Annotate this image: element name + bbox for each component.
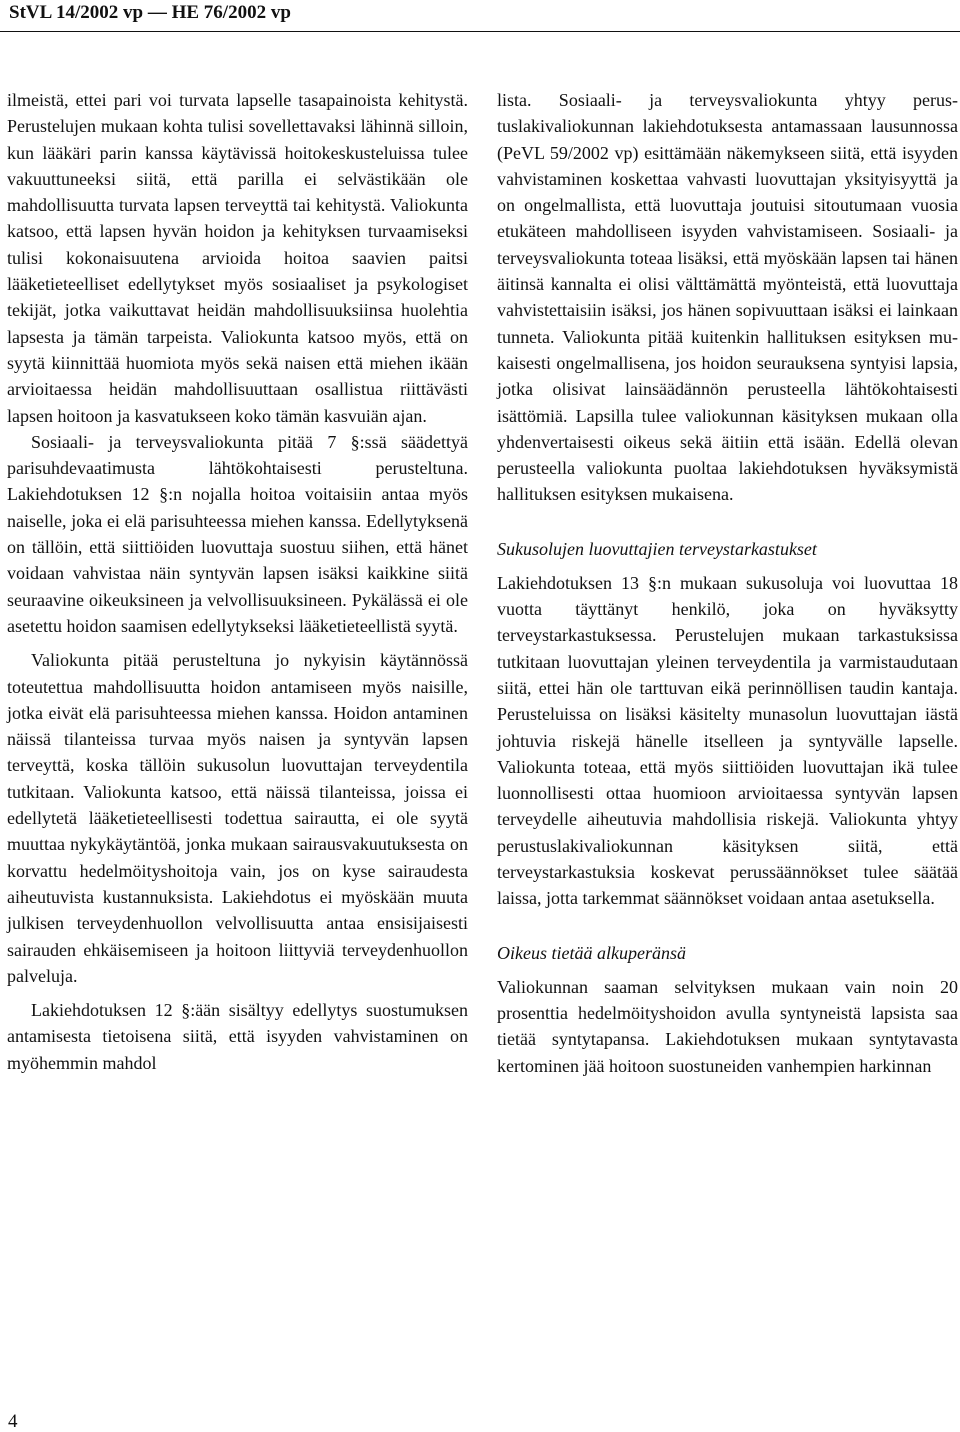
- page-number: 4: [8, 1411, 18, 1432]
- section-heading: Oikeus tietää alkuperänsä: [497, 942, 686, 963]
- paragraph: Valiokunnan saaman selvityksen mukaan vain noin 20 prosenttia hedelmöityshoidon avulla syntyneistä lapsista saa tietää syntytapansa. Lakiehdotuksen mukaan syntytavasta kertominen jää hoitoon suostuneiden vanhempien harkinnan: [497, 976, 958, 1076]
- paragraph: ilmeistä, ettei pari voi turvata lapselle tasapainoista kehitystä. Perustelujen mukaan kohta tulisi sovellettavaksi lähinnä silloin, kun lääkäri parin kanssa käytävissä hoitokeskusteluissa tulee vakuuttuneeksi siitä, että parilla ei selvästikään ole mahdollisuutta turvata lapsen terveyttä tai kehitystä. Valiokunta katsoo, että lapsen hyvän hoidon ja kehityksen turvaamiseksi tulisi kokonaisuutena arvioida hoitoa saavien paitsi lääketieteelliset edellytykset myös sosiaaliset ja psykologiset tekijät, jotka vaikuttavat heidän mahdollisuuksiinsa huolehtia lapsesta ja tämän tarpeista. Valiokunta katsoo myös, että on syytä kiinnittää huomiota myös sekä naisen että miehen ikään arvioitaessa heidän mahdollisuuttaan osallistua riittävästi lapsen hoitoon ja kasvatukseen koko tämän kasvuiän ajan.: [7, 90, 468, 426]
- header-rule: [0, 31, 960, 32]
- paragraph: lista. Sosiaali- ja terveysvaliokunta yhtyy perustuslakivaliokunnan lakiehdotuksesta antamassaan lausunnossa (PeVL 59/2002 vp) esittämään näkemykseen siitä, että isyyden vahvistaminen koskettaa vahvasti luovuttajan yksityisyyttä ja on ongelmallista, että luovuttaja joutuisi sitoutumaan vuosia etukäteen mahdolliseen isyyden vahvistamiseen. Sosiaali- ja terveysvaliokunta toteaa lisäksi, että myöskään lapsen tai hänen äitinsä kannalta ei olisi välttämättä myönteistä, että luovuttaja vahvistettaisiin isäksi, jos hänen sopivuuttaan isäksi ei lainkaan tunneta. Valiokunta pitää kuitenkin hallituksen esityksen mukaisesti ongelmallisena, jos hoidon seurauksena syntyisi lapsia, jotka olisivat lainsäädännön perusteella lähtökohtaisesti isättömiä. Lapsilla tulee valiokunnan käsityksen mukaan olla yhdenvertaisesti oikeus sekä äitiin että isään. Edellä olevan perusteella valiokunta puoltaa lakiehdotuksen hyväksymistä hallituksen esityksen mukaisena.: [497, 90, 958, 505]
- paragraph: Lakiehdotuksen 12 §:ään sisältyy edellytys suostumuksen antamisesta tietoisena siitä, että isyyden vahvistaminen on myöhemmin mahdol: [7, 1000, 468, 1073]
- paragraph: Sosiaali- ja terveysvaliokunta pitää 7 §:ssä säädettyä parisuhdevaatimusta lähtökohtaisesti perusteltuna. Lakiehdotuksen 12 §:n nojalla hoitoa voitaisiin antaa myös naiselle, joka ei elä parisuhteessa miehen kanssa. Edellytyksenä on tällöin, että siittiöiden luovuttaja suostuu siihen, että hänet voidaan vahvistaa näin syntyvän lapsen isäksi kaikkine siitä seuraavine oikeuksineen ja velvollisuuksineen. Pykälässä ei ole asetettu hoidon saamisen edellytykseksi lääketieteellistä syytä.: [7, 431, 468, 636]
- paragraph: Valiokunta pitää perusteltuna jo nykyisin käytännössä toteutettua mahdollisuutta hoidon antamiseen myös naisille, jotka eivät elä parisuhteessa miehen kanssa. Hoidon antaminen näissä tilanteissa turvaa myös naisen ja syntyvän lapsen terveyttä, koska tällöin sukusolun luovuttajan terveydentila tutkitaan. Valiokunta katsoo, että näissä tilanteissa, joissa ei edellytetä lääketieteellisesti todettua sairautta, ei ole syytä muuttaa nykykäytäntöä, jonka mukaan sairausvakuutuksesta on korvattu hedelmöityshoitoja vain, jos on kyse sairaudesta aiheutuvista kustannuksista. Lakiehdotus ei myöskään muuta julkisen terveydenhuollon velvollisuutta antaa ensisijaisesti sairauden ehkäisemiseen ja hoitoon liittyviä terveydenhuollon palveluja.: [7, 650, 468, 986]
- paragraph: Lakiehdotuksen 13 §:n mukaan sukusoluja voi luovuttaa 18 vuotta täyttänyt henkilö, joka on hyväksytty terveystarkastuksessa. Perustelujen mukaan tarkastuksissa tutkitaan luovuttajan yleinen terveydentila ja varmistaudutaan siitä, ettei hän ole tarttuvan eikä perinnöllisen taudin kantaja. Perusteluissa on lisäksi käsitelty munasolun luovuttajan iästä johtuvia riskejä hänelle itselleen ja syntyvälle lapselle. Valiokunta toteaa, että myös siittiöiden luovuttajan ikä tulee luonnollisesti ottaa huomioon arvioitaessa syntyvän lapsen terveydelle aiheutuvia mahdollisia riskejä. Valiokunta yhtyy perustuslakivaliokunnan käsityksen siitä, että terveystarkastuksia koskevat perussäännökset tulee säätää laissa, jotta tarkemmat säännökset voidaan antaa asetuksella.: [497, 572, 958, 909]
- right-column: [497, 87, 958, 1079]
- running-header: StVL 14/2002 vp — HE 76/2002 vp: [9, 2, 291, 23]
- left-column: [7, 87, 468, 1076]
- section-heading: Sukusolujen luovuttajien terveystarkastukset: [497, 538, 817, 559]
